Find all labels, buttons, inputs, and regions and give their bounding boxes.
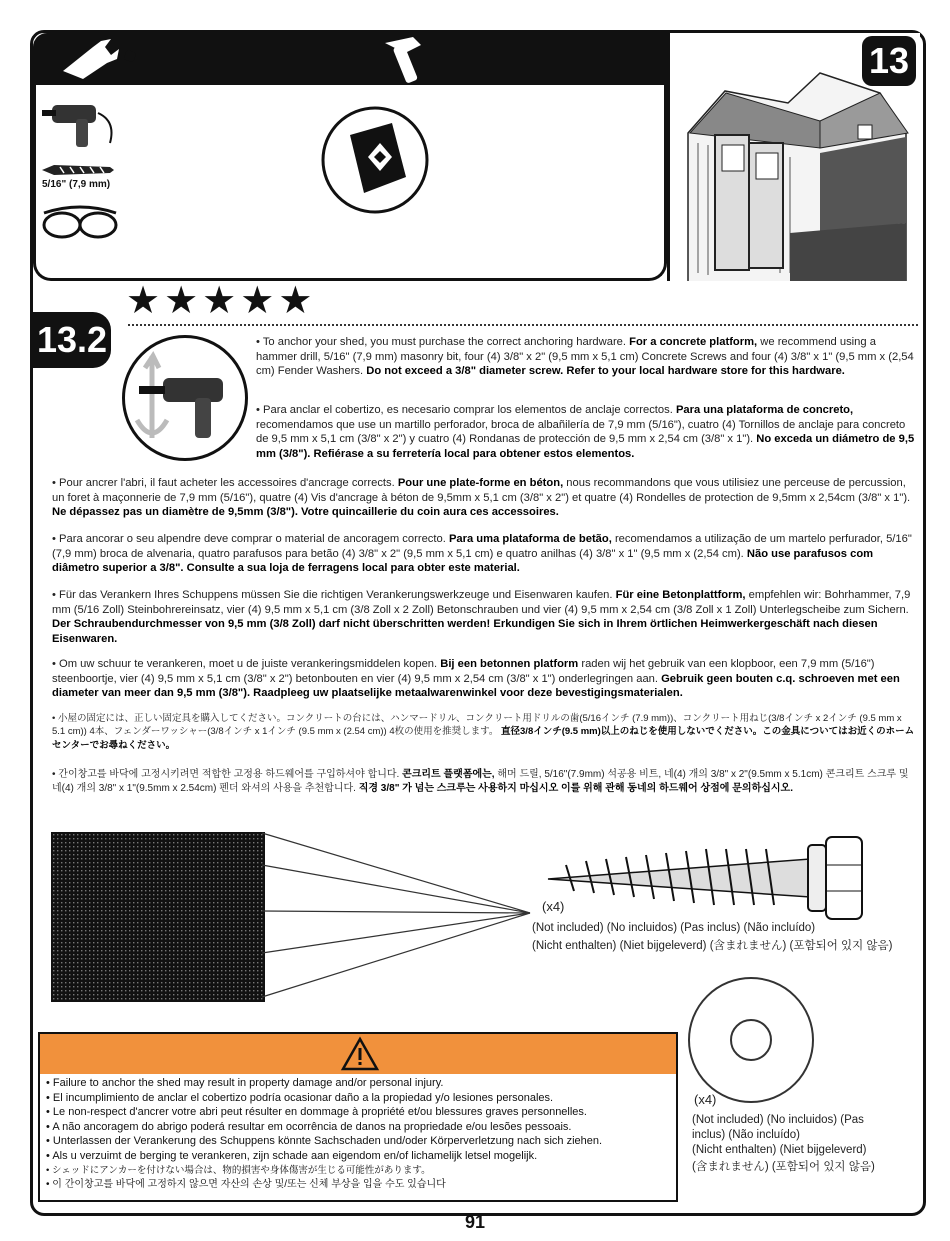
star-icon: ★	[164, 280, 199, 322]
divider	[128, 324, 918, 326]
instruction-fr: • Pour ancrer l'abri, il faut acheter les accessoires d'ancrage corrects. Pour une plate-forme en béton, nous recommandons que vous utilisiez une perceuse de percussion, un foret à maçonnerie de 7,9 mm (5/16"), quatre (4) Vis d'ancrage à béton de 9,5mm x 5,1 cm (3/8" x 2") et quatre (4) Rondelles de protection de 9,5mm x 2,54cm (3/8" x 1"). Ne dépassez pas un diamètre de 9,5mm (3/8"). Votre quincaillerie du coin aura ces accessoires.	[52, 476, 916, 520]
star-icon: ★	[126, 280, 161, 322]
instruction-de: • Für das Verankern Ihres Schuppens müssen Sie die richtigen Verankerungswerkzeuge und Eisenwaren kaufen. Für eine Betonplattform, empfehlen wir: Bohrhammer, 7,9 mm (5/16 Zoll) Steinbohrereinsatz, vier (4) 9,5 mm x 5,1 cm (3/8 Zoll x 2 Zoll) Betonschrauben und vier (4) 9,5 mm x 2,54 cm (3/8 Zoll x 1 Zoll) Unterlegscheibe zum Sichern. Der Schraubendurchmesser von 9,5 mm (3/8 Zoll) darf nicht überschritten werden! Erkundigen Sie sich in Ihrem örtlichen Heimwerkergeschäft nach diesen Eisenwaren.	[52, 588, 916, 646]
substep-number: 13.2	[33, 312, 111, 368]
safety-glasses-icon	[40, 199, 120, 243]
screw-caption-2: (Nicht enthalten) (Niet bijgeleverd) (含まれません) (포함되어 있지 않음)	[532, 940, 893, 952]
instruction-ja: • 小屋の固定には、正しい固定具を購入してください。コンクリートの台には、ハンマードリル、コンクリート用ドリルの歯(5/16インチ (7.9 mm))、コンクリート用ねじ(3/8インチ x 2インチ (9.5 mm x 5.1 cm)) 4本、フェンダーワッシャー(3/8インチ x 1インチ (9.5 mm x (2.54 cm)) 4枚の使用を推奨します。 直径3/8インチ(9.5 mm)以上のねじを使用しないでください。この金具についてはお近くのホームセンターでお尋ねください。	[52, 712, 916, 752]
difficulty-stars	[126, 282, 312, 320]
instruction-pt: • Para ancorar o seu alpendre deve comprar o material de ancoragem correcto. Para uma plataforma de betão, recomendamos a utilização de um martelo perfurador, 5/16" (7,9 mm) broca de alvenaria, quatro parafusos para betão (4) 3/8" x 2" (9,5 mm x 5,1 cm) e quatro anilhas (4) 3/8" x 1" (9,5 mm x (2,54 cm). Não use parafusos com diâmetro superior a 3/8". Consulte a sua loja de ferragens local para obter este material.	[52, 532, 916, 576]
hammer-icon	[33, 33, 667, 85]
washer-caption-2: inclus) (Não incluído)	[692, 1129, 801, 1141]
warning-de: • Unterlassen der Verankerung des Schuppens könnte Sachschaden und/oder Körperverletzung nach sich ziehen.	[46, 1134, 602, 1149]
warning-es: • El incumplimiento de anclar el cobertizo podría ocasionar daño a la propiedad y/o lesiones personales.	[46, 1091, 602, 1106]
hammer-drill-icon	[125, 338, 245, 458]
concrete-screw-icon	[548, 837, 862, 919]
instruction-es: • Para anclar el cobertizo, es necesario comprar los elementos de anclaje correctos. Para una plataforma de concreto, recomendamos que use un martillo perforador, broca de albañilería de 7,9 mm (5/16"), cuatro (4) Tornillos de anclaje para concreto de 9,5 mm x 5,1 cm (3/8" x 2") y cuatro (4) Rondanas de protección de 9,5 mm x 2,54 cm (3/8" x 1"). No exceda un diámetro de 9,5 mm (3/8"). Refiérase a su ferretería local para obtener estos elementos.	[256, 403, 916, 461]
washer-quantity: (x4)	[694, 1092, 717, 1107]
instruction-nl: • Om uw schuur te verankeren, moet u de juiste verankeringsmiddelen kopen. Bij een betonnen platform raden wij het gebruik van een klopboor, een 7,9 mm (5/16") steenboortje, vier (4) 9,5 mm x 5,1 cm (3/8" x 2") betonbouten en vier (4) 9,5 mm x 2,54 cm (3/8" x 1") onderlegringen aan. Gebruik geen bouten c.q. schroeven met een diameter van meer dan 9,5 mm (3/8"). Raadpleeg uw plaatselijke metaalwarenwinkel voor deze bevestigingsmaterialen.	[52, 657, 916, 701]
washer-caption-4: (含まれません) (포함되어 있지 않음)	[692, 1161, 875, 1173]
screw-caption-1: (Not included) (No incluidos) (Pas inclus) (Não incluído)	[532, 922, 816, 934]
warning-pt: • A não ancoragem do abrigo poderá resultar em ocorrência de danos na propriedade e/ou lesões pessoais.	[46, 1120, 602, 1135]
warning-ko: • 이 간이창고를 바닥에 고정하지 않으면 자산의 손상 및/또는 신체 부상을 입을 수도 있습니다	[46, 1178, 602, 1193]
tools-header-bar	[33, 33, 667, 85]
concrete-block	[52, 833, 264, 1001]
star-icon: ★	[202, 280, 237, 322]
warning-nl: • Als u verzuimt de berging te verankeren, zijn schade aan eigendom en/of lichamelijk letsel mogelijk.	[46, 1149, 602, 1164]
warning-en: • Failure to anchor the shed may result in property damage and/or personal injury.	[46, 1076, 602, 1091]
fender-washer-icon	[686, 975, 816, 1105]
warning-header	[40, 1034, 676, 1074]
washer-caption-1: (Not included) (No incluidos) (Pas	[692, 1114, 864, 1126]
hammer-drill-illustration	[122, 335, 248, 461]
tools-panel	[33, 85, 667, 281]
bit-size-label: 5/16" (7,9 mm)	[42, 179, 111, 190]
drill-bit-icon	[40, 163, 120, 177]
warning-ja: • シェッドにアンカーを付けない場合は、物的損害や身体傷害が生じる可能性があります。	[46, 1164, 602, 1179]
step-number: 13	[862, 36, 916, 86]
warning-fr: • Le non-respect d'ancrer votre abri peut résulter en dommage à propriété et/ou blessures graves personnelles.	[46, 1105, 602, 1120]
star-icon: ★	[278, 280, 313, 322]
star-icon: ★	[240, 280, 275, 322]
instruction-ko: • 간이창고를 바닥에 고정시키려면 적합한 고정용 하드웨어를 구입하셔야 합니다. 콘크리트 플랫폼에는, 해머 드릴, 5/16"(7.9mm) 석공용 비트, 네(4) 개의 3/8" x 2"(9.5mm x 5.1cm) 콘크리트 스크루 및 네(4) 개의 3/8" x 1"(9.5mm x 2.54cm) 펜더 와셔의 사용을 추천합니다. 직경 3/8" 가 넘는 스크루는 사용하지 마십시오 이를 위해 관해 동네의 하드웨어 상점에 문의하십시오.	[52, 768, 916, 796]
anchor-hardware-bag-icon	[320, 105, 430, 215]
screw-quantity: (x4)	[542, 899, 565, 914]
callout-lines	[262, 833, 530, 997]
warning-triangle-icon	[340, 1036, 380, 1072]
washer-caption-3: (Nicht enthalten) (Niet bijgeleverd)	[692, 1144, 867, 1156]
instruction-en: • To anchor your shed, you must purchase the correct anchoring hardware. For a concrete platform, we recommend using a hammer drill, 5/16" (7,9 mm) masonry bit, four (4) 3/8" x 2" (9,5 mm x 5,1 cm) Concrete Screws and four (4) 3/8" x 1" (9,5 mm x (2,54 cm) Fender Washers. Do not exceed a 3/8" diameter screw. Refer to your local hardware store for this hardware.	[256, 335, 916, 379]
drill-icon	[42, 91, 122, 151]
page-number: 91	[464, 1212, 486, 1232]
warning-list	[46, 1076, 602, 1193]
warning-box	[38, 1032, 678, 1202]
